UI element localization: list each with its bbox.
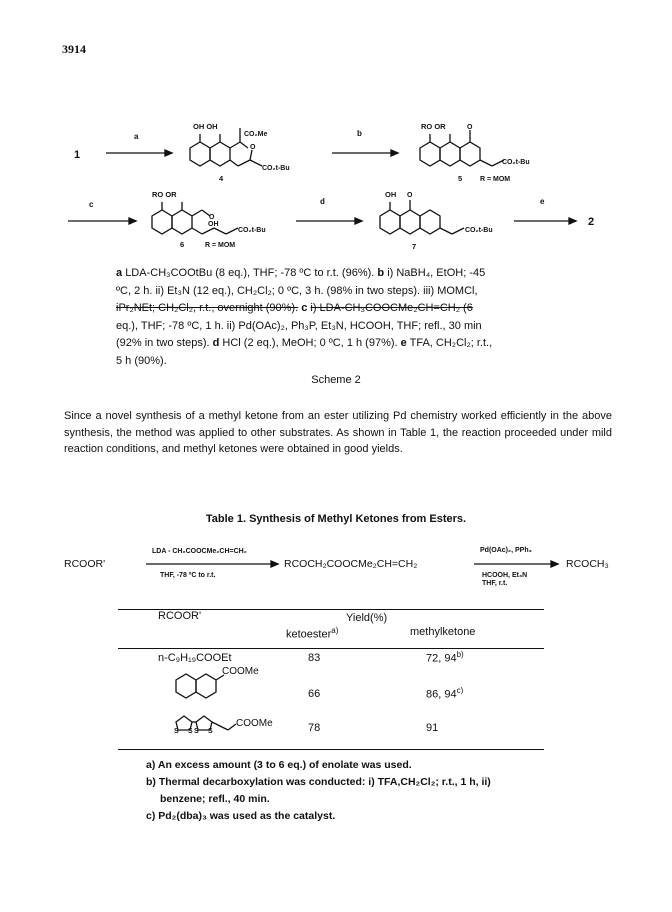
arrow-a-head — [165, 150, 172, 156]
group-ro-or-6: RO OR — [152, 190, 177, 199]
footnote-c: c) Pd₂(dba)₃ was used as the catalyst. — [146, 810, 336, 822]
compound-1-label: 1 — [74, 149, 81, 161]
table-rule-mid — [118, 648, 544, 649]
arrow-c-head — [129, 218, 136, 224]
row1-substrate: n-C₉H₁₉COOEt — [158, 652, 232, 664]
eq-product: RCOCH₃ — [566, 558, 609, 570]
footnote-a: a) An excess amount (3 to 6 eq.) of enolate was used. — [146, 759, 412, 771]
step-b-label: b — [357, 129, 362, 138]
compound-7-label: 7 — [412, 242, 417, 251]
page-number: 3914 — [62, 42, 86, 56]
s-atom-3: S — [194, 728, 199, 735]
eq-reagent1-top: LDA - CH₂COOCMe₂CH=CH₂ — [152, 548, 247, 555]
row1-methylketone: 72, 94$^{b)}$ — [426, 650, 464, 665]
group-oh-6: OH — [208, 221, 219, 228]
header-yield: Yield(%) — [346, 612, 388, 624]
row2-methylketone: 86, 94$^{c)}$ — [426, 686, 464, 701]
r-mom-6: R = MOM — [205, 242, 236, 249]
table-title: Table 1. Synthesis of Methyl Ketones from Esters. — [205, 513, 467, 525]
table-arrow-1-head — [271, 561, 278, 567]
row2-substrate-group: COOMe — [222, 666, 259, 677]
header-methylketone: methylketone — [410, 626, 476, 638]
group-co2tbu-6: CO₂t-Bu — [238, 227, 266, 234]
group-o-6: O — [209, 214, 215, 221]
compound-6-structure — [152, 202, 238, 234]
eq-intermediate: RCOCH₂COOCMe₂CH=CH₂ — [284, 558, 418, 570]
s-atom-2: S — [188, 728, 193, 735]
step-c-label: c — [89, 200, 94, 209]
scheme-caption: Scheme 2 — [311, 374, 361, 386]
eq-reagent2-bottom-2: THF, r.t. — [482, 580, 508, 587]
eq-reactant: RCOOR' — [64, 558, 106, 570]
row3-substrate-group: COOMe — [236, 718, 273, 729]
row3-methylketone: 91 — [426, 722, 439, 734]
footnote-b: b) Thermal decarboxylation was conducted: i) TFA,CH₂Cl₂; r.t., 1 h, ii) — [146, 776, 491, 788]
eq-reagent2-bottom-1: HCOOH, Et₃N — [482, 572, 528, 579]
s-atom-4: S — [208, 728, 213, 735]
arrow-b-head — [391, 150, 398, 156]
s-atom-1: S — [174, 728, 179, 735]
naphthyl-ester-structure — [176, 674, 224, 698]
group-o-7: O — [407, 192, 413, 199]
arrow-d-head — [355, 218, 362, 224]
row2-ketoester: 66 — [308, 688, 321, 700]
compound-4-label: 4 — [219, 174, 224, 183]
compound-5-label: 5 — [458, 174, 463, 183]
group-co2me: CO₂Me — [244, 131, 268, 138]
group-oh-7: OH — [385, 190, 397, 199]
compound-6-label: 6 — [180, 240, 185, 249]
footnote-b-cont: benzene; refl., 40 min. — [160, 793, 270, 805]
group-oh-oh-4: OH OH — [193, 122, 218, 131]
header-ketoester: ketoester$^{a)}$ — [286, 626, 339, 641]
compound-2-label: 2 — [588, 216, 595, 228]
compound-7-structure — [380, 200, 464, 234]
compound-5-structure — [420, 130, 504, 166]
arrow-e-head — [569, 218, 576, 224]
eq-reagent1-bottom: THF, -78 ºC to r.t. — [160, 572, 216, 579]
scheme-conditions: a LDA-CH₃COOtBu (8 eq.), THF; -78 ºC to r.t. (96%). b i) NaBH₄, EtOH; -45 ºC, 2 h. ii) Et₃N (12 eq.), CH₂Cl₂; 0 ºC, 3 h. (98% in two steps). iii) MOMCl, iPr₂NEt; CH₂Cl₂, r.t., overnight (90%). c i) LDA-CH₃COOCMe₂CH=CH₂ (6 eq.), THF; -78 ºC, 1 h. ii) Pd(OAc)₂, Ph₃P, Et₃N, HCOOH, THF; refl., 30 min (92% in two steps). d HCl (2 eq.), MeOH; 0 ºC, 1 h (97%). e TFA, CH₂Cl₂; r.t., 5 h (90%). — [116, 267, 493, 367]
group-ro-or-5: RO OR — [421, 122, 446, 131]
table-rule-bottom — [118, 749, 544, 750]
eq-reagent2-top: Pd(OAc)₂, PPh₃ — [480, 547, 532, 554]
step-d-label: d — [320, 197, 325, 206]
step-e-label: e — [540, 197, 545, 206]
row3-ketoester: 78 — [308, 722, 321, 734]
step-a-label: a — [134, 132, 139, 141]
header-rcoor: RCOOR' — [158, 610, 202, 622]
r-mom-5: R = MOM — [480, 176, 511, 183]
table-arrow-2-head — [551, 561, 558, 567]
group-co2tbu-7: CO₂t-Bu — [465, 227, 493, 234]
dithiane-structure — [176, 716, 236, 730]
group-o-4: O — [250, 144, 256, 151]
body-paragraph: Since a novel synthesis of a methyl ketone from an ester utilizing Pd chemistry worked efficiently in the above synthesis, the method was applied to other substrates. As shown in Table 1, the reaction proceeded under mild reaction conditions, and methyl ketones were obtained in good yields. — [64, 410, 612, 455]
group-co2tbu-4: CO₂t-Bu — [262, 165, 290, 172]
table-footnotes — [146, 757, 566, 825]
group-co2tbu-5: CO₂t-Bu — [502, 159, 530, 166]
group-o-5: O — [467, 124, 473, 131]
row1-ketoester: 83 — [308, 652, 321, 664]
